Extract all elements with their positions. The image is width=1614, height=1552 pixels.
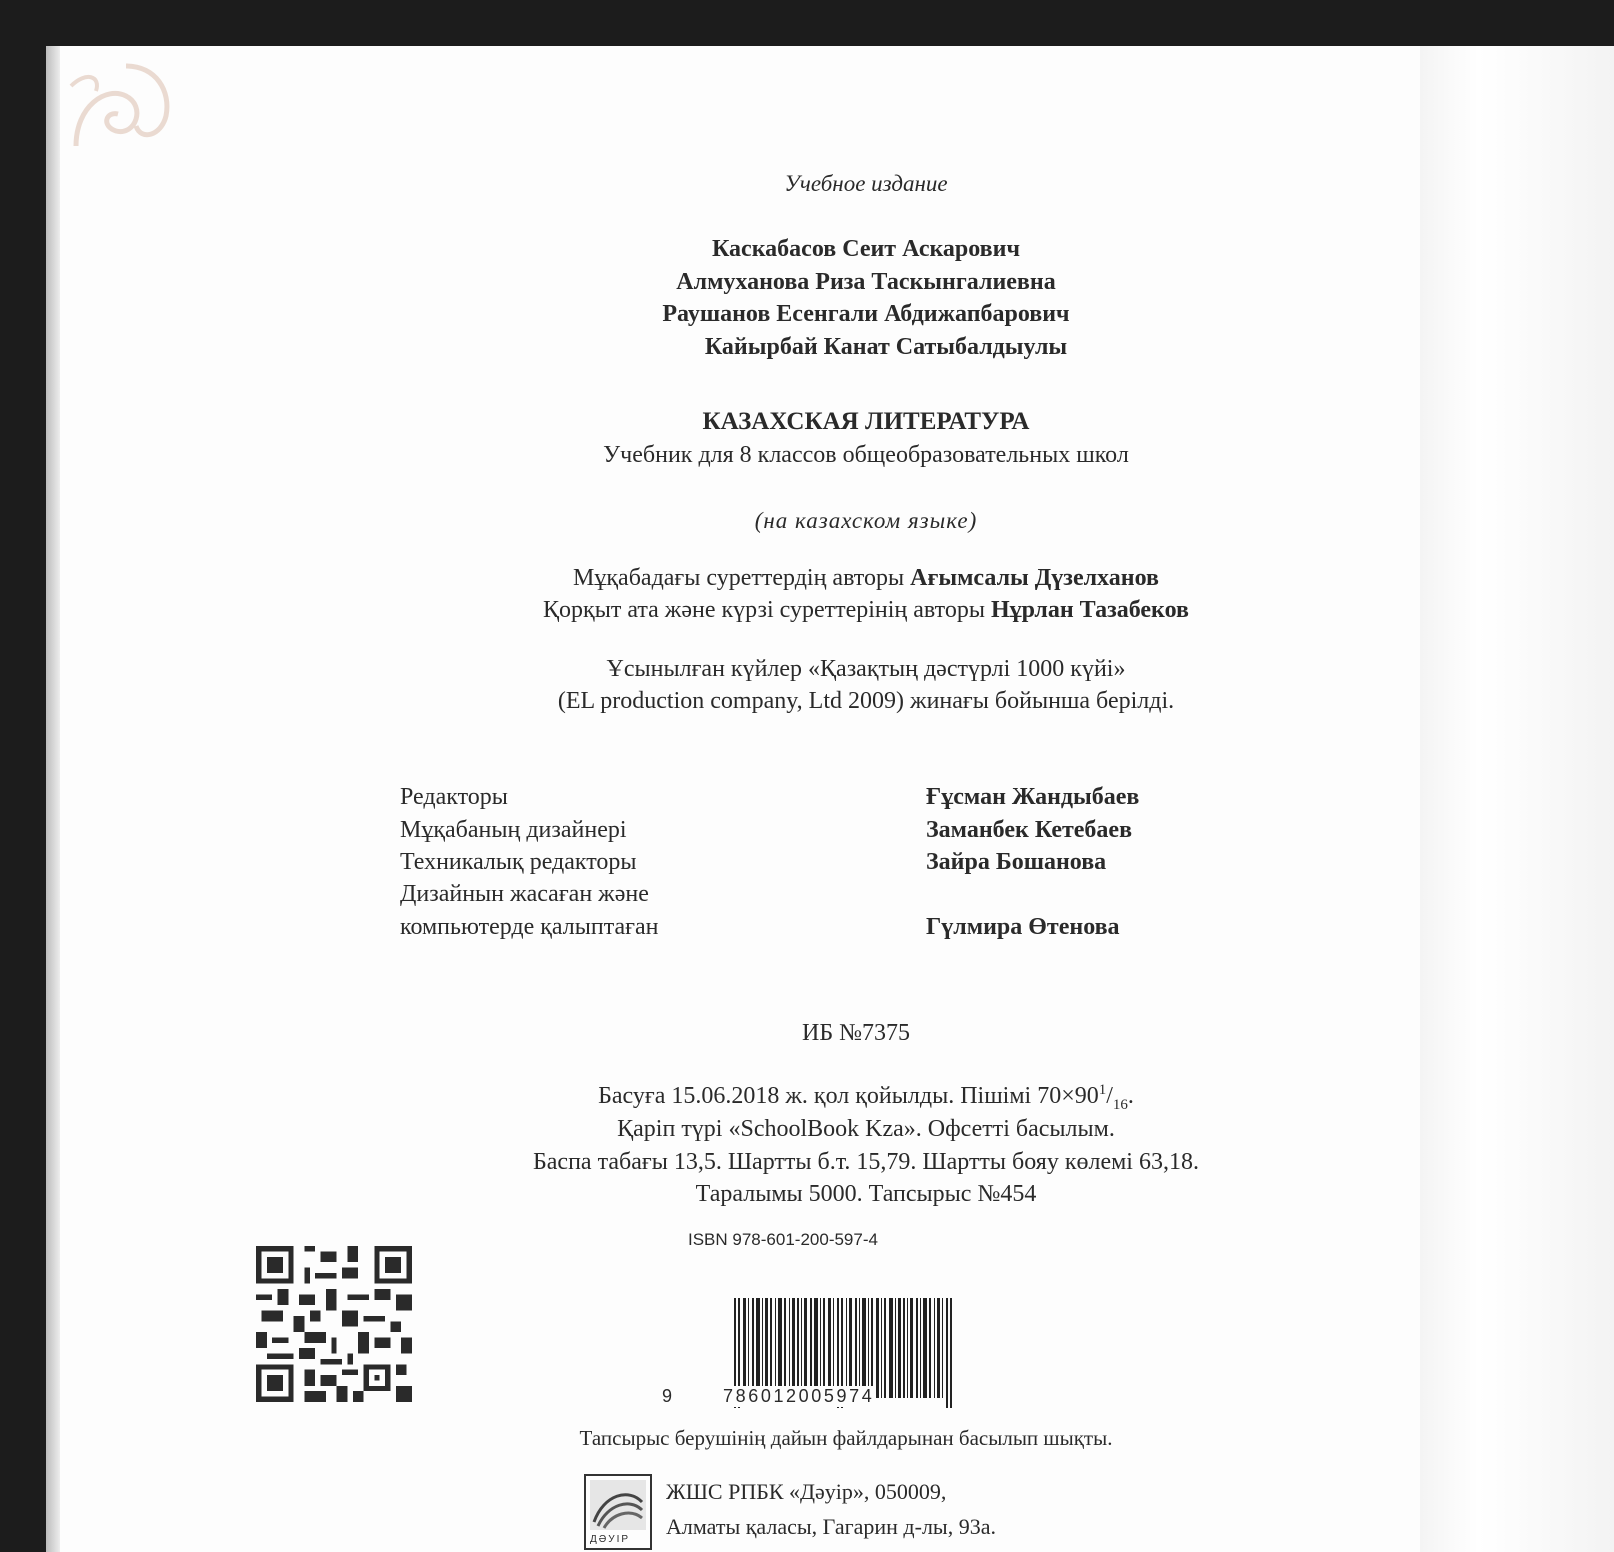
- barcode-digits: 786012005974: [723, 1386, 875, 1406]
- credit-role-4: Дизайнын жасаған және: [400, 881, 649, 907]
- credit-name-1: Ғұсман Жандыбаев: [926, 784, 1140, 810]
- print-info-line-1-end: .: [1127, 1083, 1134, 1109]
- book-subtitle: Учебник для 8 классов общеобразовательных школ: [603, 442, 1129, 468]
- credit-role-2: Мұқабаның дизайнері: [400, 817, 627, 843]
- print-info-line-2: Қаріп түрі «SchoolBook Kza». Офсетті басылым.: [617, 1116, 1115, 1142]
- author-4: Кайырбай Канат Сатыбалдыулы: [704, 334, 1068, 360]
- ornament-icon: [66, 56, 180, 160]
- print-info-line-1-main: Басуға 15.06.2018 ж. қол қойылды. Пішімі 70×90: [598, 1083, 1099, 1109]
- printed-from-note: Тапсырыс берушінің дайын файлдарынан басылып шықты.: [579, 1426, 1113, 1450]
- publisher-address-line-1: ЖШС РПБК «Дәуір», 050009,: [666, 1479, 947, 1504]
- qr-code-icon: [256, 1246, 412, 1402]
- print-info-line-3: Баспа табағы 13,5. Шартты б.т. 15,79. Шартты бояу көлемі 63,18.: [533, 1149, 1199, 1175]
- author-1: Каскабасов Сеит Аскарович: [711, 236, 1021, 262]
- print-info-line-4: Таралымы 5000. Тапсырыс №454: [695, 1181, 1037, 1207]
- publisher-address-line-2: Алматы қаласы, Гагарин д-лы, 93а.: [666, 1514, 996, 1539]
- music-line-2: (EL production company, Ltd 2009) жинағы бойынша берілді.: [557, 688, 1175, 714]
- cover-illustrator-name: Ағымсалы Дүзелханов: [910, 565, 1159, 591]
- isbn-label: ISBN 978-601-200-597-4: [688, 1230, 878, 1249]
- language-note: (на казахском языке): [754, 508, 978, 533]
- edition-type: Учебное издание: [784, 171, 948, 196]
- book-page: [46, 46, 1614, 1552]
- illustrations-line-2: [46, 597, 1614, 624]
- print-info-line-1: [46, 1082, 1614, 1114]
- format-fraction-slash: /: [1106, 1083, 1113, 1109]
- publisher-logo-text: ДӘУІР: [590, 1534, 631, 1545]
- barcode-digit-first: 9: [662, 1386, 673, 1406]
- credit-name-2: Заманбек Кетебаев: [926, 817, 1133, 843]
- music-line-1: Ұсынылған күйлер «Қазақтың дәстүрлі 1000 күйі»: [606, 656, 1126, 682]
- credit-name-3: Зайра Бошанова: [926, 849, 1107, 875]
- illustrations-line-1: [46, 565, 1614, 592]
- credit-role-3: Техникалық редакторы: [400, 849, 637, 875]
- credit-name-5: Гүлмира Өтенова: [926, 914, 1120, 940]
- korkyt-illustrator-name: Нұрлан Тазабеков: [990, 597, 1189, 623]
- format-fraction-numerator: 1: [1098, 1082, 1107, 1098]
- illustrations-line-1-text: Мұқабадағы суреттердің авторы: [573, 565, 911, 591]
- credit-role-5: компьютерде қалыптаған: [400, 914, 659, 940]
- format-fraction-denominator: 16: [1112, 1096, 1128, 1113]
- author-3: Раушанов Есенгали Абдижапбарович: [662, 301, 1070, 327]
- illustrations-line-2-text: Қорқыт ата және күрзі суреттерінің авторы: [543, 597, 991, 623]
- author-2: Алмуханова Риза Таскынгалиевна: [676, 269, 1056, 295]
- ib-number: ИБ №7375: [801, 1020, 910, 1046]
- credit-role-1: Редакторы: [400, 784, 508, 810]
- book-title: КАЗАХСКАЯ ЛИТЕРАТУРА: [702, 408, 1030, 435]
